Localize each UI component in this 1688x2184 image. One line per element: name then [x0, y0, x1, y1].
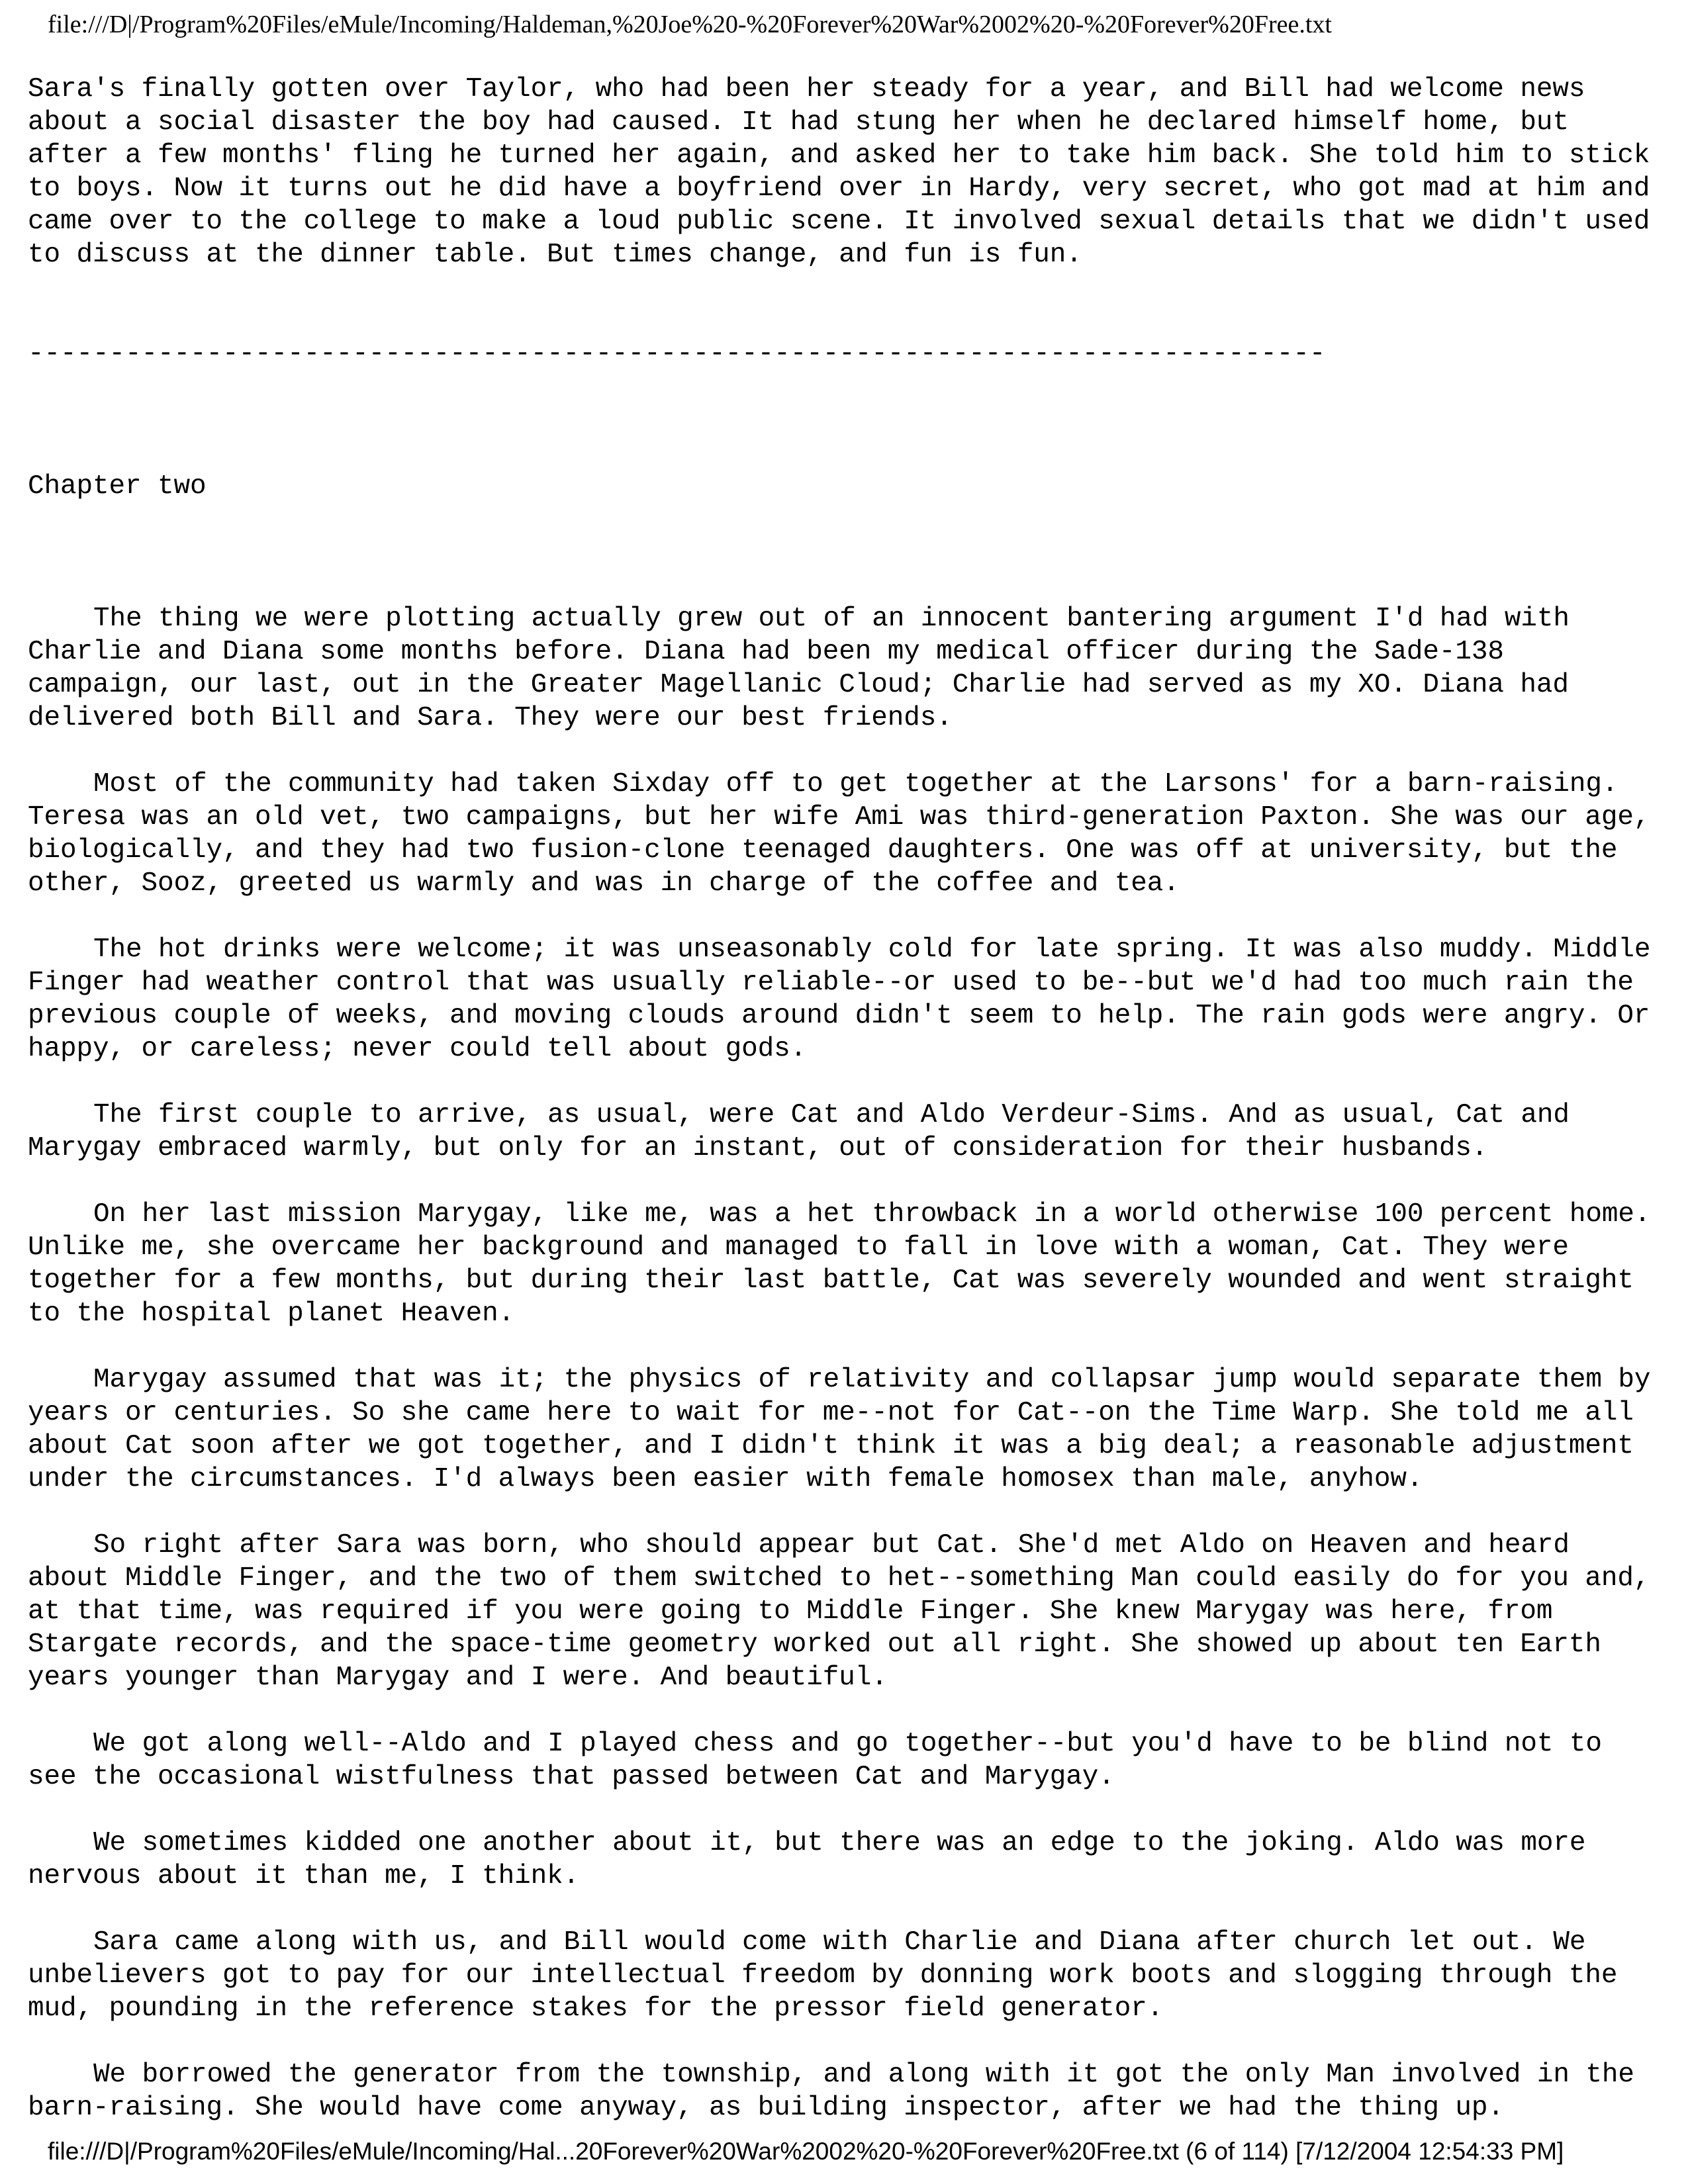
browser-print-footer: file:///D|/Program%20Files/eMule/Incoming/Hal...20Forever%20War%2002%20-%20Forever%20Free.txt (6 of 114) [7/12/2004 12:54:33 PM] [48, 2138, 1564, 2165]
paragraph: Most of the community had taken Sixday off to get together at the Larsons' for a barn-raising. Teresa was an old vet, two campaigns, but her wife Ami was third-generation Paxton. She was our age, biologically, and they had two fusion-clone teenaged daughters. One was off at university, but the other, Sooz, greeted us warmly and was in charge of the coffee and tea. [28, 769, 1666, 899]
chapter-heading: Chapter two [28, 471, 207, 502]
spacer [28, 371, 1663, 470]
spacer [28, 503, 1663, 602]
paragraph: We borrowed the generator from the township, and along with it got the only Man involved in the barn-raising. She would have come anyway, as building inspector, after we had the thing up. [28, 2060, 1651, 2123]
paragraph: We sometimes kidded one another about it, but there was an edge to the joking. Aldo was more nervous about it than me, I think. [28, 1828, 1602, 1891]
browser-print-header-path: file:///D|/Program%20Files/eMule/Incoming/Haldeman,%20Joe%20-%20Forever%20War%2002%20-%20Forever%20Free.txt [48, 11, 1332, 38]
paragraph: Sara came along with us, and Bill would come with Charlie and Diana after church let out. We unbelievers got to pay for our intellectual freedom by donning work boots and slogging through the mud, pounding in the reference stakes for the pressor field generator. [28, 1927, 1634, 2024]
document-body [28, 73, 1667, 2158]
paragraph: We got along well--Aldo and I played chess and go together--but you'd have to be blind not to see the occasional wistfulness that passed between Cat and Marygay. [28, 1729, 1618, 1792]
paragraph: Sara's finally gotten over Taylor, who had been her steady for a year, and Bill had welcome news about a social disaster the boy had caused. It had stung her when he declared himself home, but after a few months' fling he turned her again, and asked her to take him back. She told him to stick to boys. Now it turns out he did have a boyfriend over in Hardy, very secret, who got mad at him and came over to the college to make a loud public scene. It involved sexual details that we didn't used to discuss at the dinner table. But times change, and fun is fun. [28, 74, 1666, 270]
paragraph: On her last mission Marygay, like me, was a het throwback in a world otherwise 100 percent home. Unlike me, she overcame her background and managed to fall in love with a woman, Cat. They were together for a few months, but during their last battle, Cat was severely wounded and went straight to the hospital planet Heaven. [28, 1199, 1667, 1329]
spacer [28, 304, 1663, 338]
paragraph: The thing we were plotting actually grew out of an innocent bantering argument I'd had with Charlie and Diana some months before. Diana had been my medical officer during the Sade-138 campaign, our last, out in the Greater Magellanic Cloud; Charlie had served as my XO. Diana had delivered both Bill and Sara. They were our best friends. [28, 604, 1586, 733]
paragraph: The first couple to arrive, as usual, were Cat and Aldo Verdeur-Sims. And as usual, Cat and Marygay embraced warmly, but only for an instant, out of consideration for their husbands. [28, 1100, 1586, 1163]
paragraph: The hot drinks were welcome; it was unseasonably cold for late spring. It was also muddy. Middle Finger had weather control that was usually reliable--or used to be--but we'd had too much rain the previous couple of weeks, and moving clouds around didn't seem to help. The rain gods were angry. Or happy, or careless; never could tell about gods. [28, 934, 1667, 1064]
section-separator: -------------------------------------------------------------------------------- [28, 339, 1326, 369]
paragraph: So right after Sara was born, who should appear but Cat. She'd met Aldo on Heaven and heard about Middle Finger, and the two of them switched to het--something Man could easily do for you and, at that time, was required if you were going to Middle Finger. She knew Marygay was here, from Stargate records, and the space-time geometry worked out all right. She showed up about ten Earth years younger than Marygay and I were. And beautiful. [28, 1530, 1666, 1693]
paragraph: Marygay assumed that was it; the physics of relativity and collapsar jump would separate them by years or centuries. So she came here to wait for me--not for Cat--on the Time Warp. She told me all about Cat soon after we got together, and I didn't think it was a big deal; a reasonable adjustment under the circumstances. I'd always been easier with female homosex than male, anyhow. [28, 1365, 1667, 1494]
